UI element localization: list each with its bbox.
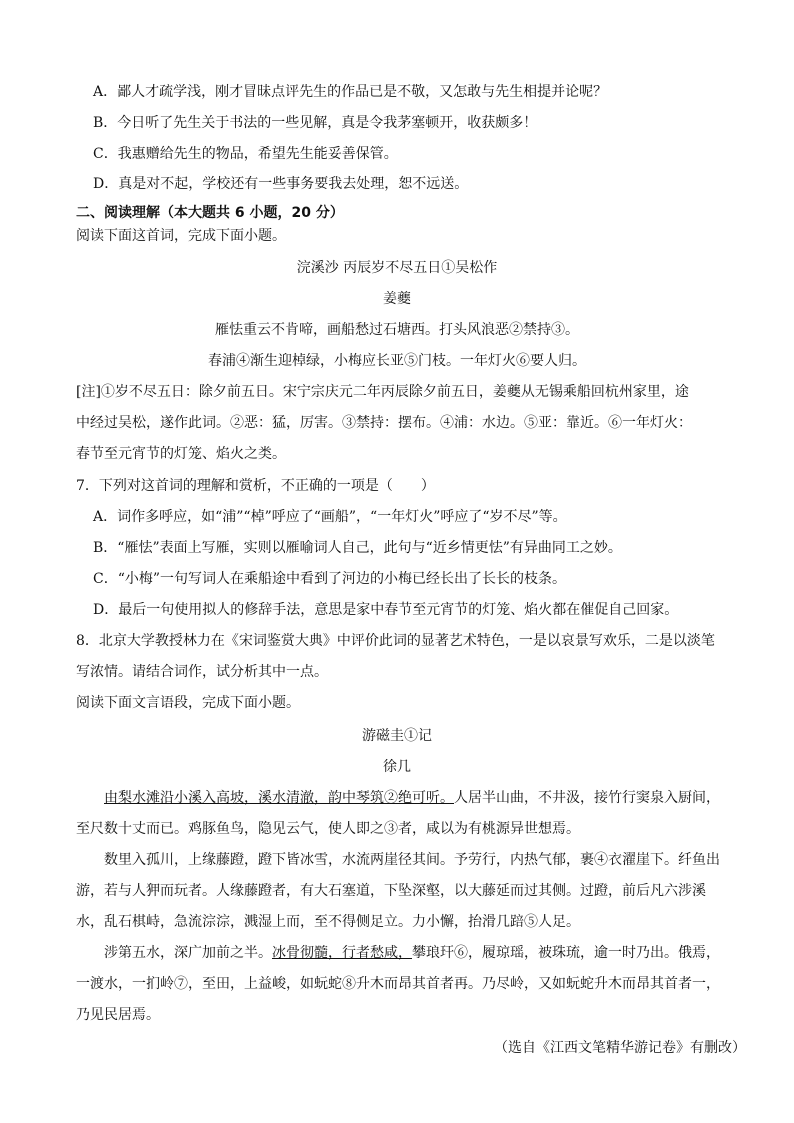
question-7-option-b: B．“雁怯”表面上写雁，实则以雁喻词人自己，此句与“近乡情更怯”有异曲同工之妙。 — [93, 540, 622, 556]
classical-author: 徐几 — [383, 759, 411, 775]
classical-p2-line-1: 数里入孤川，上缘藤蹬，蹬下皆冰雪，水流两崖径其间。予劳行，内热气郁，裹④衣濯崖下。纤鱼出 — [104, 852, 720, 868]
p3-rest: 攀琅玕⑥，履琼瑶，被珠琉，逾一时乃出。俄焉， — [412, 945, 720, 961]
source-citation: （选自《江西文笔精华游记卷》有删改） — [494, 1040, 746, 1056]
underlined-sentence-1: 由梨水滩沿小溪入高坡，溪水清澈，韵中琴筑②绝可听。 — [104, 790, 454, 806]
question-7-option-a: A．词作多呼应，如“浦”“棹”呼应了“画船”，“一年灯火”呼应了“岁不尽”等。 — [93, 509, 567, 525]
poem-title: 浣溪沙 丙辰岁不尽五日①吴松作 — [296, 260, 498, 276]
poem-note-1: [注]①岁不尽五日：除夕前五日。宋宁宗庆元二年丙辰除夕前五日，姜夔从无锡乘船回杭州家里，途 — [76, 384, 689, 400]
p3-lead: 涉第五水，深广加前之半。 — [104, 945, 272, 961]
underlined-sentence-2: 冰骨彻髓，行者愁咸， — [272, 945, 412, 961]
question-7-option-d: D．最后一句使用拟人的修辞手法，意思是家中春节至元宵节的灯笼、焰火都在催促自己回家。 — [93, 602, 679, 618]
option-b-prev: B．今日听了先生关于书法的一些见解，真是令我茅塞顿开，收获颇多！ — [93, 115, 538, 131]
classical-p2-line-3: 水，乱石棋峙，急流淙淙，溅湿上而，至不得侧足立。力小懈，抬滑几踣⑤人足。 — [76, 914, 580, 930]
classical-p3-line-3: 乃见民居焉。 — [76, 1007, 160, 1023]
question-7-option-c: C．“小梅”一句写词人在乘船途中看到了河边的小梅已经长出了长长的枝条。 — [93, 571, 567, 587]
classical-title: 游磁圭①记 — [362, 728, 432, 744]
p1-rest: 人居半山曲，不井汲，接竹行窦泉入厨间， — [454, 790, 720, 806]
section-heading: 二、阅读理解（本大题共 6 小题，20 分） — [76, 205, 344, 221]
poem-line-1: 雁怯重云不肯啼，画船愁过石塘西。打头风浪恶②禁持③。 — [215, 322, 579, 338]
classical-p3-line-1 — [104, 943, 720, 963]
poem-line-2: 春浦④渐生迎棹绿，小梅应长亚⑤门枝。一年灯火⑥要人归。 — [208, 353, 586, 369]
classical-intro: 阅读下面文言语段，完成下面小题。 — [76, 695, 300, 711]
poem-author: 姜夔 — [383, 291, 411, 307]
question-8-line-2: 写浓情。请结合词作，试分析其中一点。 — [76, 664, 328, 680]
reading-intro: 阅读下面这首词，完成下面小题。 — [76, 228, 286, 244]
option-c-prev: C．我惠赠给先生的物品，希望先生能妥善保管。 — [93, 146, 398, 162]
question-8-line-1: 8．北京大学教授林力在《宋词鉴赏大典》中评价此词的显著艺术特色，一是以哀景写欢乐，二是以淡笔 — [76, 633, 715, 649]
classical-p2-line-2: 游，若与人狎而玩者。人缘藤蹬者，有大石塞道，下坠深壑，以大藤延而过其侧。过蹬，前后凡六涉溪 — [76, 883, 706, 899]
poem-note-2: 中经过吴松，遂作此词。②恶：猛，厉害。③禁持：摆布。④浦：水边。⑤亚：靠近。⑥一年灯火： — [76, 415, 692, 431]
option-d-prev: D．真是对不起，学校还有一些事务要我去处理，恕不远送。 — [93, 176, 469, 192]
poem-note-3: 春节至元宵节的灯笼、焰火之类。 — [76, 446, 286, 462]
classical-p3-line-2: 一渡水，一扪岭⑦，至田，上益峻，如蚖蛇⑧升木而昂其首者再。乃尽岭，又如蚖蛇升木而昂其首者一， — [76, 976, 720, 992]
option-a-prev: A．鄙人才疏学浅，刚才冒昧点评先生的作品已是不敬，又怎敢与先生相提并论呢？ — [93, 84, 608, 100]
question-7-stem: 7．下列对这首词的理解和赏析，不正确的一项是（ ） — [76, 478, 435, 494]
classical-p1-line-1 — [104, 788, 720, 808]
classical-p1-line-2: 至尺数十丈而已。鸡豚鱼鸟，隐见云气，使人即之③者，咸以为有桃源异世想焉。 — [76, 821, 580, 837]
